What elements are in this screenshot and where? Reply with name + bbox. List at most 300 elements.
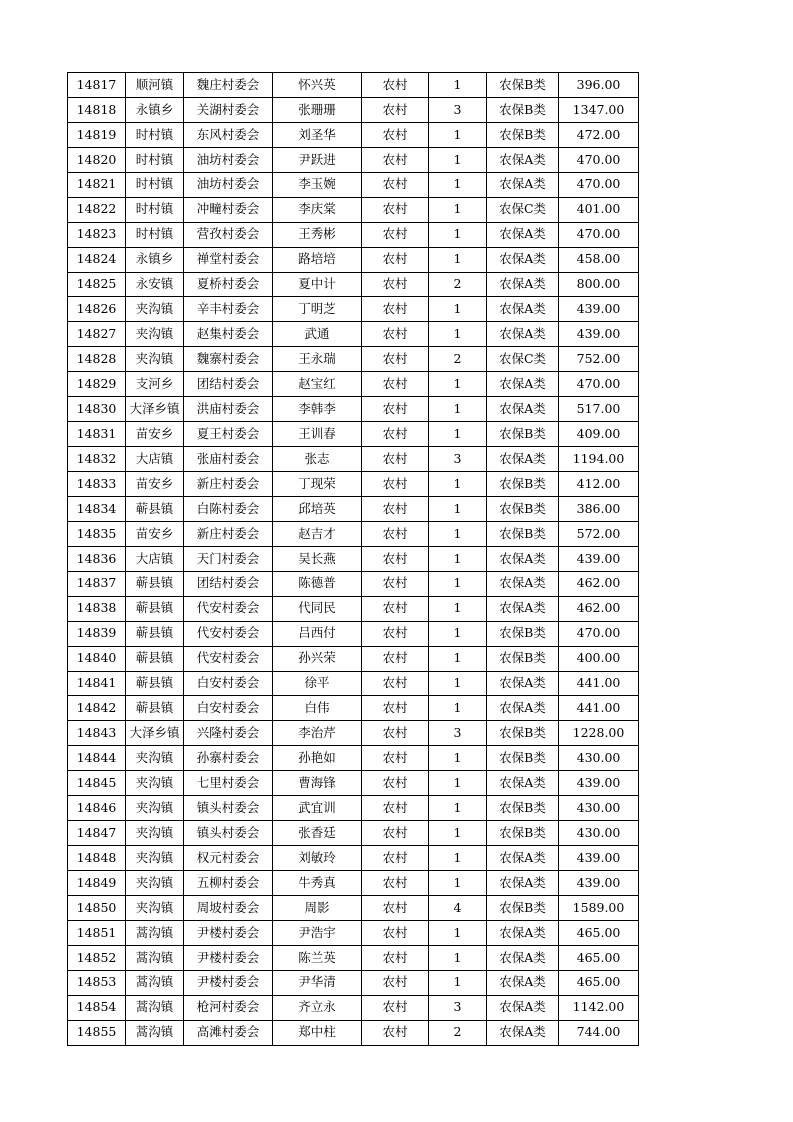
amount-cell: 400.00 (559, 646, 639, 671)
table-row (68, 322, 639, 347)
amount-cell: 386.00 (559, 496, 639, 521)
person-name-cell: 白伟 (273, 696, 362, 721)
record-id-cell: 14849 (68, 871, 126, 896)
town-cell: 永镇乡 (126, 247, 184, 272)
table-row (68, 1020, 639, 1045)
table-row (68, 571, 639, 596)
village-committee-cell: 张庙村委会 (184, 447, 273, 472)
insurance-category-cell: 农保B类 (487, 796, 559, 821)
record-id-cell: 14850 (68, 895, 126, 920)
area-type-cell: 农村 (362, 796, 429, 821)
amount-cell: 1142.00 (559, 995, 639, 1020)
amount-cell: 439.00 (559, 297, 639, 322)
household-count-cell: 1 (429, 297, 487, 322)
insurance-category-cell: 农保A类 (487, 1020, 559, 1045)
village-committee-cell: 辛丰村委会 (184, 297, 273, 322)
village-committee-cell: 夏王村委会 (184, 422, 273, 447)
household-count-cell: 1 (429, 422, 487, 447)
area-type-cell: 农村 (362, 172, 429, 197)
record-id-cell: 14839 (68, 621, 126, 646)
household-count-cell: 1 (429, 322, 487, 347)
insurance-category-cell: 农保A类 (487, 871, 559, 896)
table-row (68, 422, 639, 447)
town-cell: 永安镇 (126, 272, 184, 297)
amount-cell: 430.00 (559, 796, 639, 821)
insurance-category-cell: 农保A类 (487, 247, 559, 272)
area-type-cell: 农村 (362, 472, 429, 497)
amount-cell: 439.00 (559, 846, 639, 871)
village-committee-cell: 团结村委会 (184, 571, 273, 596)
village-committee-cell: 东风村委会 (184, 122, 273, 147)
household-count-cell: 1 (429, 771, 487, 796)
household-count-cell: 1 (429, 372, 487, 397)
record-id-cell: 14822 (68, 197, 126, 222)
area-type-cell: 农村 (362, 671, 429, 696)
record-id-cell: 14833 (68, 472, 126, 497)
insurance-category-cell: 农保B类 (487, 122, 559, 147)
village-committee-cell: 魏寨村委会 (184, 347, 273, 372)
area-type-cell: 农村 (362, 746, 429, 771)
table-row (68, 696, 639, 721)
amount-cell: 439.00 (559, 322, 639, 347)
record-id-cell: 14847 (68, 821, 126, 846)
amount-cell: 465.00 (559, 945, 639, 970)
person-name-cell: 尹跃进 (273, 147, 362, 172)
person-name-cell: 刘敏玲 (273, 846, 362, 871)
amount-cell: 517.00 (559, 397, 639, 422)
person-name-cell: 陈德普 (273, 571, 362, 596)
insurance-category-cell: 农保A类 (487, 771, 559, 796)
table-row (68, 846, 639, 871)
table-row (68, 796, 639, 821)
table-row (68, 447, 639, 472)
household-count-cell: 1 (429, 197, 487, 222)
record-id-cell: 14820 (68, 147, 126, 172)
area-type-cell: 农村 (362, 945, 429, 970)
household-count-cell: 1 (429, 546, 487, 571)
record-id-cell: 14827 (68, 322, 126, 347)
area-type-cell: 农村 (362, 621, 429, 646)
household-count-cell: 3 (429, 97, 487, 122)
household-count-cell: 1 (429, 472, 487, 497)
table-row (68, 122, 639, 147)
town-cell: 夹沟镇 (126, 796, 184, 821)
village-committee-cell: 魏庄村委会 (184, 73, 273, 98)
insurance-category-cell: 农保B类 (487, 621, 559, 646)
table-row (68, 945, 639, 970)
person-name-cell: 夏中计 (273, 272, 362, 297)
table-row (68, 970, 639, 995)
person-name-cell: 代同民 (273, 596, 362, 621)
record-id-cell: 14848 (68, 846, 126, 871)
town-cell: 苗安乡 (126, 472, 184, 497)
village-committee-cell: 天门村委会 (184, 546, 273, 571)
record-id-cell: 14855 (68, 1020, 126, 1045)
area-type-cell: 农村 (362, 995, 429, 1020)
record-id-cell: 14818 (68, 97, 126, 122)
village-committee-cell: 孙寨村委会 (184, 746, 273, 771)
village-committee-cell: 镇头村委会 (184, 821, 273, 846)
person-name-cell: 张志 (273, 447, 362, 472)
village-committee-cell: 枪河村委会 (184, 995, 273, 1020)
village-committee-cell: 洪庙村委会 (184, 397, 273, 422)
town-cell: 夹沟镇 (126, 322, 184, 347)
area-type-cell: 农村 (362, 247, 429, 272)
amount-cell: 470.00 (559, 621, 639, 646)
household-count-cell: 2 (429, 347, 487, 372)
village-committee-cell: 白安村委会 (184, 696, 273, 721)
town-cell: 时村镇 (126, 172, 184, 197)
record-id-cell: 14836 (68, 546, 126, 571)
town-cell: 蒿沟镇 (126, 945, 184, 970)
amount-cell: 430.00 (559, 746, 639, 771)
village-committee-cell: 关湖村委会 (184, 97, 273, 122)
person-name-cell: 尹华清 (273, 970, 362, 995)
person-name-cell: 赵吉才 (273, 521, 362, 546)
household-count-cell: 1 (429, 247, 487, 272)
insurance-category-cell: 农保B类 (487, 97, 559, 122)
area-type-cell: 农村 (362, 147, 429, 172)
village-committee-cell: 权元村委会 (184, 846, 273, 871)
record-id-cell: 14831 (68, 422, 126, 447)
record-id-cell: 14842 (68, 696, 126, 721)
town-cell: 夹沟镇 (126, 895, 184, 920)
household-count-cell: 1 (429, 147, 487, 172)
insurance-category-cell: 农保A类 (487, 671, 559, 696)
record-id-cell: 14846 (68, 796, 126, 821)
household-count-cell: 1 (429, 222, 487, 247)
insurance-category-cell: 农保A类 (487, 970, 559, 995)
village-committee-cell: 代安村委会 (184, 621, 273, 646)
area-type-cell: 农村 (362, 646, 429, 671)
town-cell: 大店镇 (126, 546, 184, 571)
town-cell: 永镇乡 (126, 97, 184, 122)
amount-cell: 470.00 (559, 172, 639, 197)
village-committee-cell: 尹楼村委会 (184, 920, 273, 945)
insurance-category-cell: 农保B类 (487, 746, 559, 771)
amount-cell: 458.00 (559, 247, 639, 272)
person-name-cell: 张珊珊 (273, 97, 362, 122)
amount-cell: 409.00 (559, 422, 639, 447)
amount-cell: 744.00 (559, 1020, 639, 1045)
household-count-cell: 1 (429, 621, 487, 646)
amount-cell: 1228.00 (559, 721, 639, 746)
insurance-category-cell: 农保B类 (487, 895, 559, 920)
household-count-cell: 1 (429, 920, 487, 945)
town-cell: 大泽乡镇 (126, 397, 184, 422)
amount-cell: 800.00 (559, 272, 639, 297)
amount-cell: 441.00 (559, 696, 639, 721)
table-row (68, 546, 639, 571)
person-name-cell: 怀兴英 (273, 73, 362, 98)
village-committee-cell: 赵集村委会 (184, 322, 273, 347)
insurance-category-cell: 农保C类 (487, 347, 559, 372)
table-row (68, 372, 639, 397)
person-name-cell: 刘圣华 (273, 122, 362, 147)
area-type-cell: 农村 (362, 696, 429, 721)
household-count-cell: 1 (429, 696, 487, 721)
village-committee-cell: 七里村委会 (184, 771, 273, 796)
table-row (68, 746, 639, 771)
person-name-cell: 王永瑞 (273, 347, 362, 372)
amount-cell: 439.00 (559, 771, 639, 796)
table-row (68, 920, 639, 945)
household-count-cell: 1 (429, 596, 487, 621)
village-committee-cell: 代安村委会 (184, 646, 273, 671)
town-cell: 蒿沟镇 (126, 995, 184, 1020)
amount-cell: 441.00 (559, 671, 639, 696)
household-count-cell: 3 (429, 721, 487, 746)
household-count-cell: 2 (429, 272, 487, 297)
village-committee-cell: 高滩村委会 (184, 1020, 273, 1045)
person-name-cell: 牛秀真 (273, 871, 362, 896)
insurance-category-cell: 农保C类 (487, 197, 559, 222)
person-name-cell: 丁明芝 (273, 297, 362, 322)
area-type-cell: 农村 (362, 297, 429, 322)
person-name-cell: 李玉婉 (273, 172, 362, 197)
table-row (68, 297, 639, 322)
insurance-category-cell: 农保A类 (487, 945, 559, 970)
area-type-cell: 农村 (362, 895, 429, 920)
town-cell: 夹沟镇 (126, 871, 184, 896)
area-type-cell: 农村 (362, 97, 429, 122)
town-cell: 夹沟镇 (126, 846, 184, 871)
record-id-cell: 14843 (68, 721, 126, 746)
insurance-category-cell: 农保A类 (487, 147, 559, 172)
insurance-category-cell: 农保B类 (487, 821, 559, 846)
table-row (68, 721, 639, 746)
town-cell: 蒿沟镇 (126, 970, 184, 995)
amount-cell: 465.00 (559, 920, 639, 945)
table-row (68, 621, 639, 646)
village-committee-cell: 夏桥村委会 (184, 272, 273, 297)
household-count-cell: 2 (429, 1020, 487, 1045)
town-cell: 夹沟镇 (126, 771, 184, 796)
insurance-category-cell: 农保A类 (487, 571, 559, 596)
household-count-cell: 1 (429, 846, 487, 871)
table-row (68, 247, 639, 272)
area-type-cell: 农村 (362, 596, 429, 621)
amount-cell: 396.00 (559, 73, 639, 98)
household-count-cell: 3 (429, 447, 487, 472)
table-row (68, 871, 639, 896)
area-type-cell: 农村 (362, 372, 429, 397)
table-row (68, 272, 639, 297)
area-type-cell: 农村 (362, 347, 429, 372)
records-table (67, 72, 639, 1046)
record-id-cell: 14854 (68, 995, 126, 1020)
record-id-cell: 14819 (68, 122, 126, 147)
person-name-cell: 武宜训 (273, 796, 362, 821)
insurance-category-cell: 农保A类 (487, 297, 559, 322)
person-name-cell: 吴长燕 (273, 546, 362, 571)
area-type-cell: 农村 (362, 496, 429, 521)
table-row (68, 222, 639, 247)
area-type-cell: 农村 (362, 920, 429, 945)
insurance-category-cell: 农保A类 (487, 920, 559, 945)
village-committee-cell: 尹楼村委会 (184, 970, 273, 995)
town-cell: 时村镇 (126, 147, 184, 172)
area-type-cell: 农村 (362, 1020, 429, 1045)
area-type-cell: 农村 (362, 871, 429, 896)
village-committee-cell: 冲疃村委会 (184, 197, 273, 222)
person-name-cell: 李庆棠 (273, 197, 362, 222)
person-name-cell: 丁现荣 (273, 472, 362, 497)
table-row (68, 496, 639, 521)
village-committee-cell: 油坊村委会 (184, 147, 273, 172)
area-type-cell: 农村 (362, 821, 429, 846)
amount-cell: 412.00 (559, 472, 639, 497)
table-row (68, 147, 639, 172)
village-committee-cell: 兴隆村委会 (184, 721, 273, 746)
household-count-cell: 1 (429, 122, 487, 147)
record-id-cell: 14817 (68, 73, 126, 98)
insurance-category-cell: 农保A类 (487, 995, 559, 1020)
area-type-cell: 农村 (362, 272, 429, 297)
person-name-cell: 赵宝红 (273, 372, 362, 397)
town-cell: 大泽乡镇 (126, 721, 184, 746)
table-row (68, 172, 639, 197)
amount-cell: 752.00 (559, 347, 639, 372)
village-committee-cell: 镇头村委会 (184, 796, 273, 821)
household-count-cell: 1 (429, 496, 487, 521)
person-name-cell: 王秀彬 (273, 222, 362, 247)
person-name-cell: 李治芹 (273, 721, 362, 746)
town-cell: 顺河镇 (126, 73, 184, 98)
record-id-cell: 14830 (68, 397, 126, 422)
insurance-category-cell: 农保A类 (487, 596, 559, 621)
household-count-cell: 1 (429, 871, 487, 896)
village-committee-cell: 油坊村委会 (184, 172, 273, 197)
town-cell: 时村镇 (126, 222, 184, 247)
area-type-cell: 农村 (362, 846, 429, 871)
area-type-cell: 农村 (362, 721, 429, 746)
table-row (68, 521, 639, 546)
town-cell: 蕲县镇 (126, 496, 184, 521)
table-row (68, 821, 639, 846)
record-id-cell: 14845 (68, 771, 126, 796)
insurance-category-cell: 农保B类 (487, 73, 559, 98)
town-cell: 苗安乡 (126, 521, 184, 546)
area-type-cell: 农村 (362, 771, 429, 796)
person-name-cell: 武通 (273, 322, 362, 347)
insurance-category-cell: 农保A类 (487, 397, 559, 422)
record-id-cell: 14832 (68, 447, 126, 472)
area-type-cell: 农村 (362, 571, 429, 596)
household-count-cell: 1 (429, 646, 487, 671)
record-id-cell: 14828 (68, 347, 126, 372)
person-name-cell: 周影 (273, 895, 362, 920)
table-row (68, 197, 639, 222)
town-cell: 时村镇 (126, 122, 184, 147)
area-type-cell: 农村 (362, 397, 429, 422)
table-row (68, 646, 639, 671)
insurance-category-cell: 农保B类 (487, 646, 559, 671)
amount-cell: 470.00 (559, 147, 639, 172)
area-type-cell: 农村 (362, 521, 429, 546)
household-count-cell: 1 (429, 521, 487, 546)
table-row (68, 73, 639, 98)
village-committee-cell: 团结村委会 (184, 372, 273, 397)
record-id-cell: 14821 (68, 172, 126, 197)
person-name-cell: 李韩李 (273, 397, 362, 422)
town-cell: 支河乡 (126, 372, 184, 397)
area-type-cell: 农村 (362, 422, 429, 447)
household-count-cell: 1 (429, 571, 487, 596)
record-id-cell: 14853 (68, 970, 126, 995)
amount-cell: 462.00 (559, 571, 639, 596)
record-id-cell: 14835 (68, 521, 126, 546)
table-row (68, 97, 639, 122)
household-count-cell: 1 (429, 821, 487, 846)
area-type-cell: 农村 (362, 122, 429, 147)
table-row (68, 596, 639, 621)
insurance-category-cell: 农保A类 (487, 846, 559, 871)
insurance-category-cell: 农保A类 (487, 447, 559, 472)
person-name-cell: 王训春 (273, 422, 362, 447)
insurance-category-cell: 农保B类 (487, 521, 559, 546)
amount-cell: 470.00 (559, 222, 639, 247)
record-id-cell: 14838 (68, 596, 126, 621)
person-name-cell: 徐平 (273, 671, 362, 696)
person-name-cell: 吕西付 (273, 621, 362, 646)
record-id-cell: 14824 (68, 247, 126, 272)
area-type-cell: 农村 (362, 546, 429, 571)
table-row (68, 671, 639, 696)
table-body (68, 73, 639, 1046)
village-committee-cell: 禅堂村委会 (184, 247, 273, 272)
town-cell: 蒿沟镇 (126, 920, 184, 945)
person-name-cell: 郑中柱 (273, 1020, 362, 1045)
amount-cell: 430.00 (559, 821, 639, 846)
area-type-cell: 农村 (362, 970, 429, 995)
amount-cell: 572.00 (559, 521, 639, 546)
amount-cell: 401.00 (559, 197, 639, 222)
village-committee-cell: 代安村委会 (184, 596, 273, 621)
record-id-cell: 14841 (68, 671, 126, 696)
amount-cell: 462.00 (559, 596, 639, 621)
household-count-cell: 1 (429, 746, 487, 771)
household-count-cell: 3 (429, 995, 487, 1020)
table-row (68, 995, 639, 1020)
town-cell: 蕲县镇 (126, 596, 184, 621)
village-committee-cell: 尹楼村委会 (184, 945, 273, 970)
village-committee-cell: 五柳村委会 (184, 871, 273, 896)
town-cell: 苗安乡 (126, 422, 184, 447)
town-cell: 蕲县镇 (126, 571, 184, 596)
household-count-cell: 1 (429, 397, 487, 422)
town-cell: 时村镇 (126, 197, 184, 222)
record-id-cell: 14834 (68, 496, 126, 521)
town-cell: 蕲县镇 (126, 696, 184, 721)
table-row (68, 771, 639, 796)
town-cell: 蕲县镇 (126, 646, 184, 671)
record-id-cell: 14852 (68, 945, 126, 970)
insurance-category-cell: 农保B类 (487, 721, 559, 746)
person-name-cell: 张香廷 (273, 821, 362, 846)
person-name-cell: 曹海锋 (273, 771, 362, 796)
town-cell: 蕲县镇 (126, 671, 184, 696)
area-type-cell: 农村 (362, 322, 429, 347)
person-name-cell: 邱培英 (273, 496, 362, 521)
insurance-category-cell: 农保A类 (487, 172, 559, 197)
record-id-cell: 14825 (68, 272, 126, 297)
town-cell: 大店镇 (126, 447, 184, 472)
village-committee-cell: 周坡村委会 (184, 895, 273, 920)
record-id-cell: 14837 (68, 571, 126, 596)
person-name-cell: 齐立永 (273, 995, 362, 1020)
town-cell: 夹沟镇 (126, 297, 184, 322)
